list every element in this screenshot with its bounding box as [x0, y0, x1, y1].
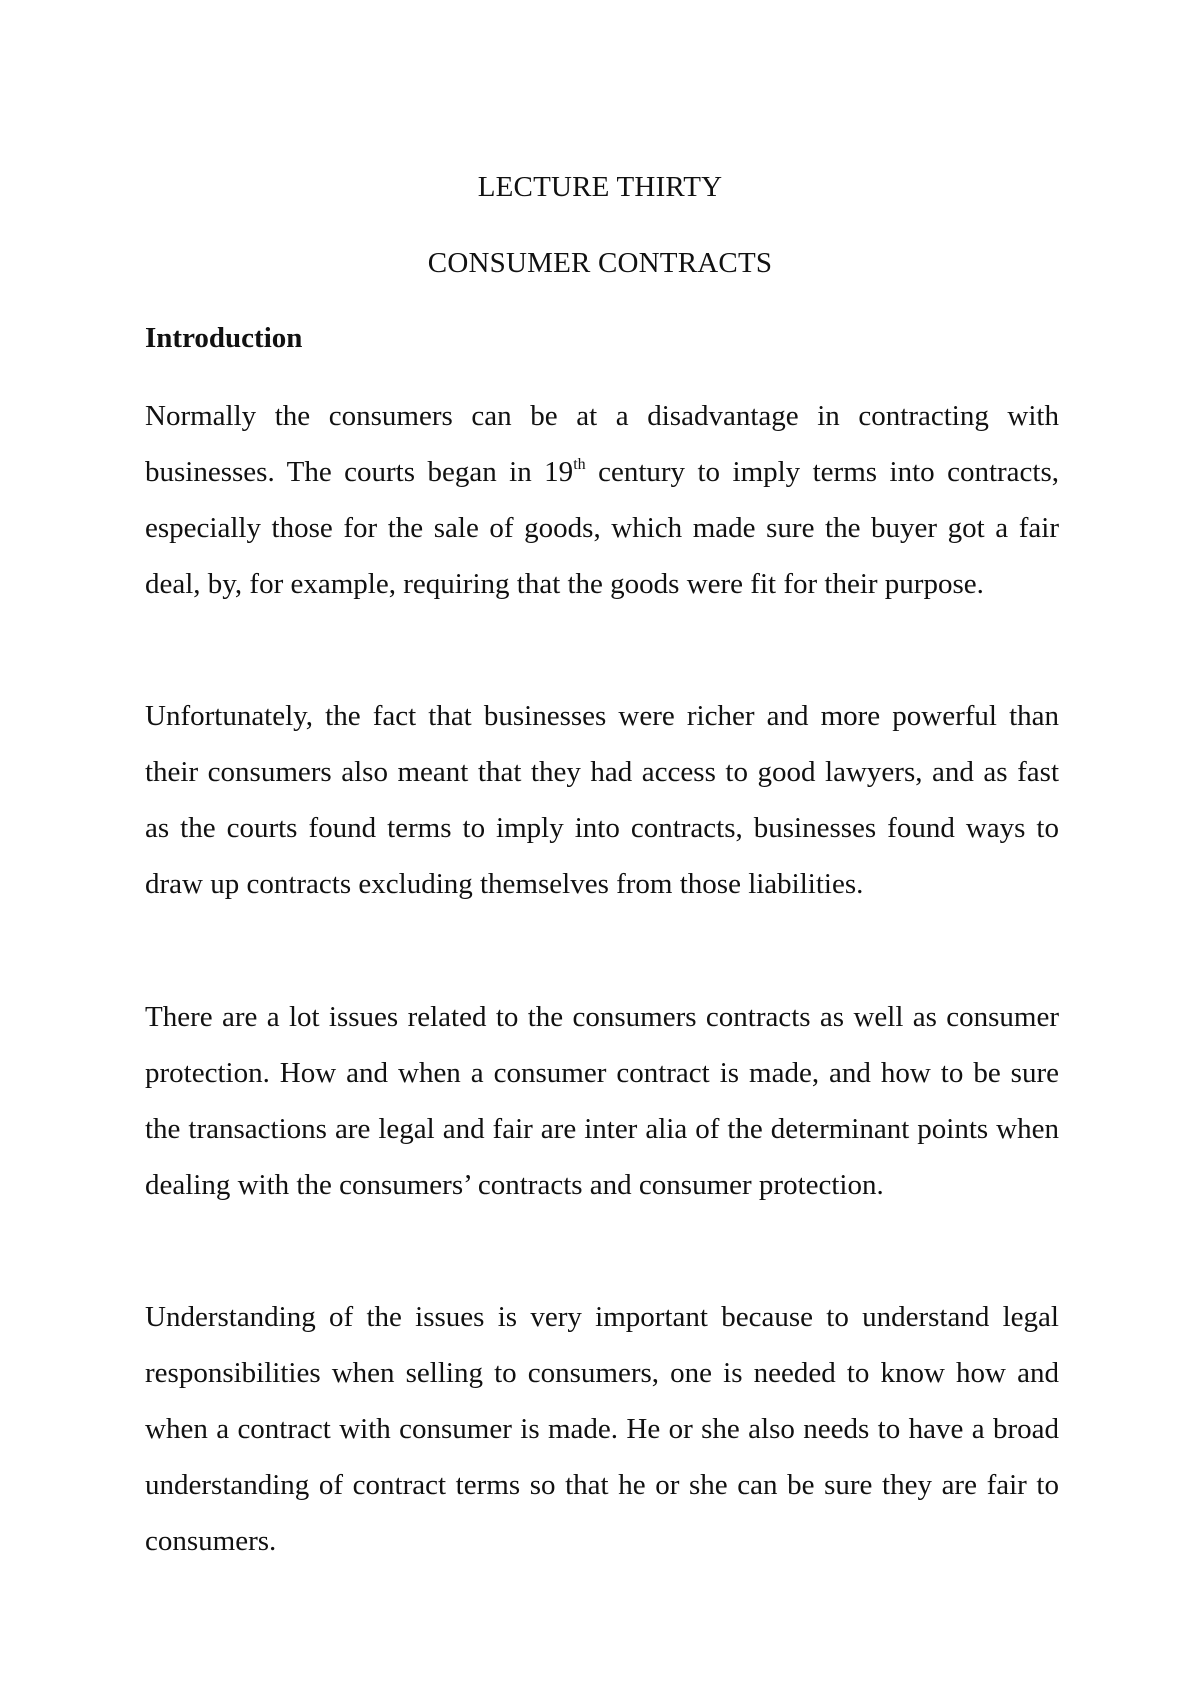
paragraph-4: Understanding of the issues is very important because to understand legal responsibilities when selling to consumers, one is needed to know how and when a contract with consumer is made. He or she also needs to have a broad understanding of contract terms so that he or she can be sure they are fair to consumers.	[145, 1301, 1059, 1557]
paragraph-1-text-end: century to imply terms into contracts, especially those for the sale of goods, which made sure the buyer got a fair deal, by, for example, requiring that the goods were fit for their purpose.	[145, 456, 1059, 600]
paragraph-3: There are a lot issues related to the consumers contracts as well as consumer protection. How and when a consumer contract is made, and how to be sure the transactions are legal and fair are inter alia of the determinant points when dealing with the consumers’ contracts and consumer protection.	[145, 1001, 1059, 1201]
paragraph-1-text-start: Normally the consumers can be at a disadvantage in contracting with businesses. The courts began in 19	[145, 400, 1059, 488]
lecture-subtitle: CONSUMER CONTRACTS	[427, 247, 773, 279]
section-heading: Introduction	[145, 322, 303, 354]
paragraph-2: Unfortunately, the fact that businesses were richer and more powerful than their consumers also meant that they had access to good lawyers, and as fast as the courts found terms to imply into contracts, businesses found ways to draw up contracts excluding themselves from those liabilities.	[145, 700, 1059, 900]
paragraph-1	[145, 388, 1059, 612]
ordinal-superscript: th	[573, 456, 586, 473]
lecture-title: LECTURE THIRTY	[477, 171, 723, 203]
